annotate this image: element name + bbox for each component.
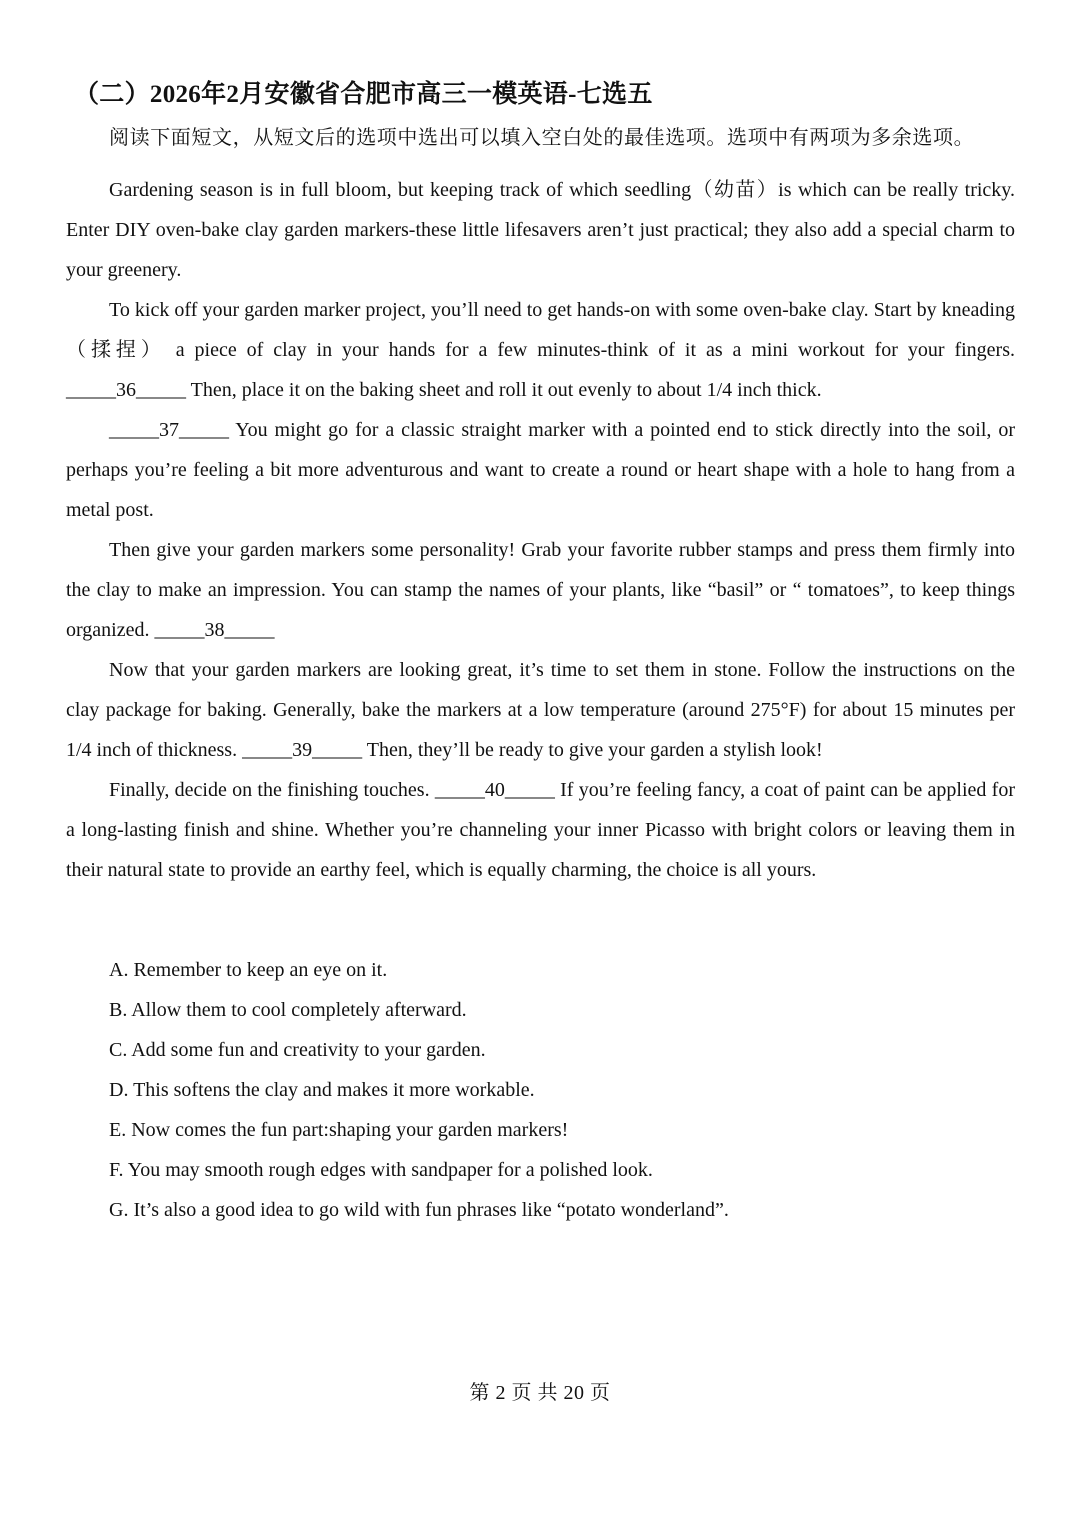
passage: [66, 170, 1015, 890]
answer-options: [66, 950, 1015, 1230]
passage-paragraph-1: Gardening season is in full bloom, but keeping track of which seedling（幼苗）is which can be really tricky. Enter DIY oven-bake clay garden markers-these little lifesavers aren’t just practical; they also add a special charm to your greenery.: [66, 179, 1015, 281]
option-e: E. Now comes the fun part:shaping your garden markers!: [109, 1119, 569, 1141]
option-a: A. Remember to keep an eye on it.: [109, 959, 388, 981]
instruction-text: 阅读下面短文，从短文后的选项中选出可以填入空白处的最佳选项。选项中有两项为多余选项。: [109, 127, 975, 149]
option-b: B. Allow them to cool completely afterward.: [109, 999, 467, 1021]
page-footer: 第 2 页 共 20 页: [469, 1382, 611, 1404]
passage-paragraph-4: Then give your garden markers some personality! Grab your favorite rubber stamps and press them firmly into the clay to make an impression. You can stamp the names of your plants, like “basil” or “ tomatoes”, to keep things organized. _____38_____: [66, 539, 1015, 641]
option-f: F. You may smooth rough edges with sandpaper for a polished look.: [109, 1159, 653, 1181]
option-d: D. This softens the clay and makes it more workable.: [109, 1079, 535, 1101]
passage-paragraph-6: Finally, decide on the finishing touches. _____40_____ If you’re feeling fancy, a coat of paint can be applied for a long-lasting finish and shine. Whether you’re channeling your inner Picasso with bright colors or leaving them in their natural state to provide an earthy feel, which is equally charming, the choice is all yours.: [66, 779, 1015, 881]
passage-paragraph-3: _____37_____ You might go for a classic straight marker with a pointed end to stick directly into the soil, or perhaps you’re feeling a bit more adventurous and want to create a round or heart shape with a hole to hang from a metal post.: [66, 419, 1015, 521]
section-title: （二）2026年2月安徽省合肥市高三一模英语-七选五: [74, 81, 653, 108]
document-page: [66, 78, 1015, 1230]
passage-paragraph-5: Now that your garden markers are looking great, it’s time to set them in stone. Follow the instructions on the clay package for baking. Generally, bake the markers at a low temperature (around 275°F) for about 15 minutes per 1/4 inch of thickness. _____39_____ Then, they’ll be ready to give your garden a stylish look!: [66, 659, 1015, 761]
passage-paragraph-2: To kick off your garden marker project, you’ll need to get hands-on with some oven-bake clay. Start by kneading（揉捏） a piece of clay in your hands for a few minutes-think of it as a mini workout for your fingers. _____36_____ Then, place it on the baking sheet and roll it out evenly to about 1/4 inch thick.: [66, 299, 1015, 401]
option-g: G. It’s also a good idea to go wild with fun phrases like “potato wonderland”.: [109, 1199, 729, 1221]
option-c: C. Add some fun and creativity to your garden.: [109, 1039, 486, 1061]
